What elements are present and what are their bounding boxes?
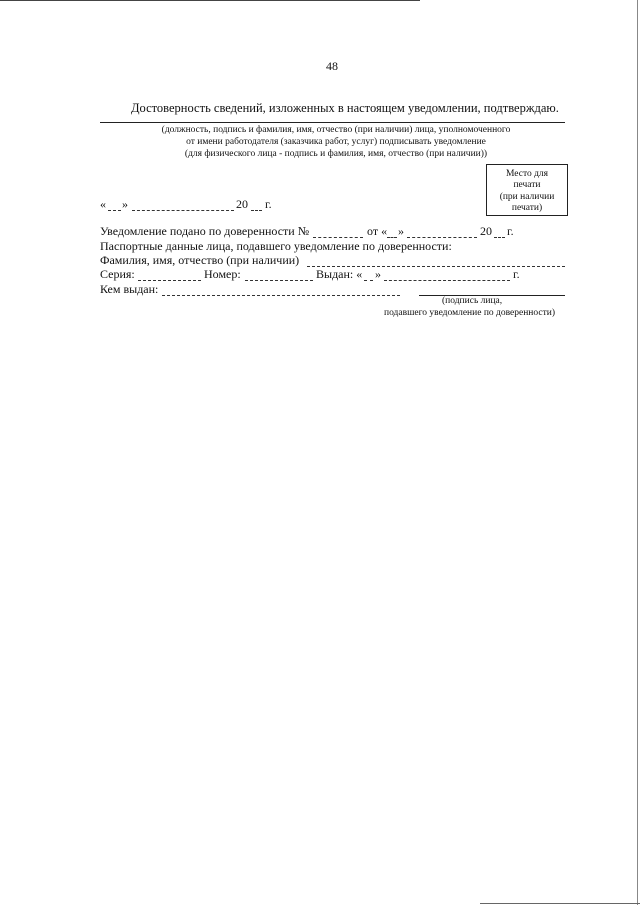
date-month-field[interactable] (132, 210, 234, 211)
page-number: 48 (326, 59, 338, 73)
full-name-label: Фамилия, имя, отчество (при наличии) (100, 253, 300, 267)
signatory-caption-line1: (должность, подпись и фамилия, имя, отчество (при наличии) лица, уполномоченного (161, 125, 511, 135)
date-day-field[interactable] (108, 210, 121, 211)
signature-caption-line2: подавшего уведомление по доверенности) (384, 308, 555, 318)
scan-edge-bottom (480, 903, 640, 904)
issued-by-label: Кем выдан: (100, 282, 159, 296)
issued-month-year-field[interactable] (384, 280, 510, 281)
date-year-prefix: 20 (236, 197, 248, 211)
poa-year-field[interactable] (494, 237, 505, 238)
signatory-caption-line3: (для физического лица - подпись и фамилия, имя, отчество (при наличии)) (184, 149, 488, 159)
stamp-place-line4: печати) (511, 203, 543, 214)
poa-year-prefix: 20 (480, 224, 492, 238)
scan-edge-top (0, 0, 420, 1)
date-close-quote: » (122, 197, 128, 211)
issued-close-quote: » (375, 267, 381, 281)
number-label: Номер: (204, 267, 241, 281)
signatory-caption-line2: от имени работодателя (заказчика работ, услуг) подписывать уведомление (186, 137, 486, 147)
scan-edge-right (637, 0, 638, 905)
signatory-signature-line (100, 122, 565, 123)
issued-label: Выдан: « (316, 267, 363, 281)
passport-heading: Паспортные данные лица, подавшего уведомление по доверенности: (100, 239, 452, 253)
poa-number-field[interactable] (313, 237, 363, 238)
issued-day-field[interactable] (364, 280, 373, 281)
issued-year-suffix: г. (513, 267, 520, 281)
series-field[interactable] (138, 280, 201, 281)
poa-month-field[interactable] (407, 237, 477, 238)
stamp-place-line2: печати (513, 180, 541, 191)
poa-label: Уведомление подано по доверенности № (100, 224, 310, 238)
date-open-quote: « (100, 197, 106, 211)
confirmation-statement: Достоверность сведений, изложенных в настоящем уведомлении, подтверждаю. (131, 101, 559, 115)
poa-year-suffix: г. (507, 224, 514, 238)
number-field[interactable] (245, 280, 313, 281)
date-year-suffix: г. (265, 197, 272, 211)
date-year-field[interactable] (251, 210, 262, 211)
issued-by-field[interactable] (162, 295, 400, 296)
poa-day-field[interactable] (387, 237, 397, 238)
poa-from-label: от « (367, 224, 388, 238)
series-label: Серия: (100, 267, 135, 281)
signature-caption-line1: (подпись лица, (442, 296, 503, 306)
stamp-place-line1: Место для (505, 169, 549, 179)
poa-close-quote: » (398, 224, 404, 238)
stamp-place-box (486, 164, 568, 216)
stamp-place-line3: (при наличии (499, 191, 555, 202)
